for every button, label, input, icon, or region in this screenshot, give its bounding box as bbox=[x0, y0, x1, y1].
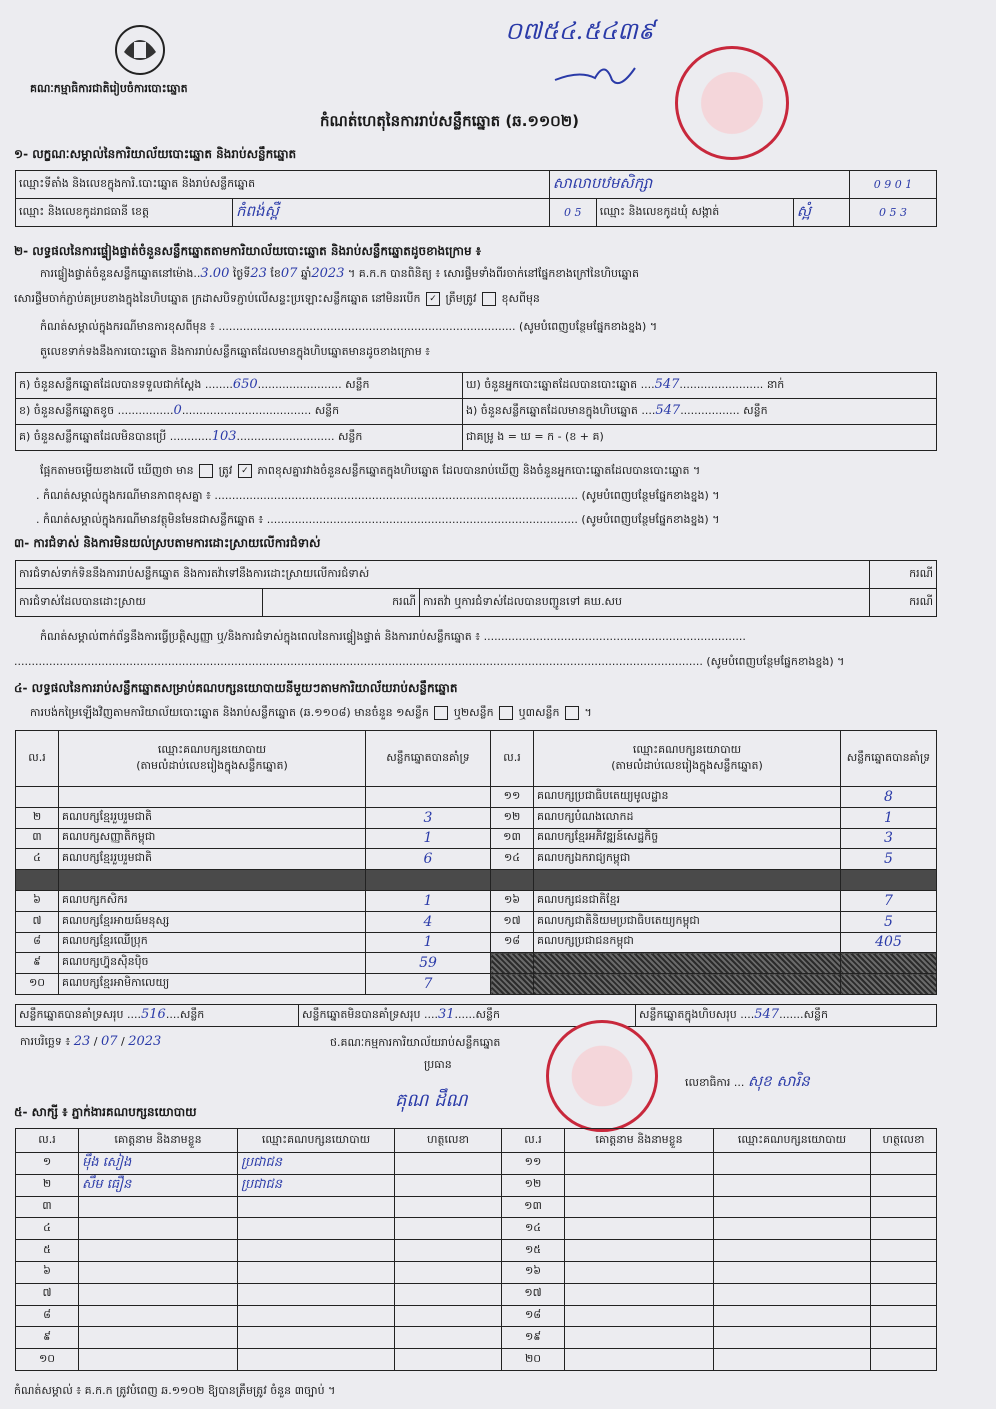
witness-row bbox=[16, 1283, 937, 1305]
object-remark: . កំណត់សម្គាល់ក្នុងករណីមានវត្ថុមិនមែនជាសន្លឹកឆ្នោត ៖ ......................................................................................... (សូមបំពេញបន្ថែមផ្នែកខាងខ្នង) ។ bbox=[36, 513, 720, 526]
party-name bbox=[59, 787, 366, 808]
witness-number: ១៨ bbox=[502, 1305, 565, 1327]
table-row bbox=[16, 807, 937, 828]
sheet-count-line: ការបង់កម្រៃឡើងវិញតាមការិយាល័យបោះឆ្នោត និងរាប់សន្លឹកឆ្នោត (ឆ.១១០៨) មានចំនួន ១សន្លឹក ឬ២សន្លឹក ឬ៣សន្លឹក ។ bbox=[30, 706, 592, 719]
party-name: គណបក្សប្រជាជនកម្ពុជា bbox=[534, 932, 841, 953]
witness-name bbox=[79, 1218, 238, 1240]
witness-number: ១៣ bbox=[502, 1196, 565, 1218]
table-row bbox=[16, 890, 937, 911]
province-value: កំពង់ស្ពឺ bbox=[233, 199, 550, 227]
witness-name bbox=[79, 1327, 238, 1349]
witness-party bbox=[238, 1196, 395, 1218]
witness-party: ប្រជាជន bbox=[238, 1174, 395, 1196]
party-votes bbox=[841, 870, 937, 891]
party-name: គណបក្សខ្មែររួបរួមជាតិ bbox=[59, 807, 366, 828]
witness-name bbox=[565, 1283, 714, 1305]
party-name: គណបក្សជាតិនិយមប្រជាធិបតេយ្យកម្ពុជា bbox=[534, 911, 841, 932]
party-votes: 5 bbox=[841, 849, 937, 870]
witness-name bbox=[79, 1196, 238, 1218]
party-name bbox=[534, 974, 841, 995]
witness-name bbox=[565, 1196, 714, 1218]
witness-name bbox=[79, 1240, 238, 1262]
two-sheet-checkbox[interactable] bbox=[499, 706, 513, 720]
results-table: ល.រ ឈ្មោះគណបក្សនយោបាយ (តាមលំដាប់លេខរៀងក្នុងសន្លឹកឆ្នោត) សន្លឹកឆ្នោតបានគាំទ្រ ល.រ ឈ្មោះគណបក្សនយោបាយ (តាមលំដាប់លេខរៀងក្នុងសន្លឹកឆ្នោត) សន្លឹកឆ្នោតបានគាំទ្រ ១១ គណបក្សប្រជាធិបតេយ្យមូលដ្ឋាន 8 ២ គណបក្សខ្មែររួបរួមជាតិ 3 ១២ គណបក្សបំណងលោកដ 1 ៣ គណបក្សសញ្ញាតិកម្ពុជា 1 ១៣ គណបក្សខ្មែរអភិវឌ្ឍន៍សេដ្ឋកិច្ច 3 ៤ គណបក្សខ្មែររួបរួមជាតិ 6 ១៤ គណបក្សឯករាជ្យកម្ពុជា 5 ៦ គណបក្សកសិករ 1 ១៦ គណបក្សជនជាតិខ្មែរ 7 ៧ គណបក្សខ្មែរអាយធ៍មនុស្ស 4 ១៧ គណបក្សជាតិនិយមប្រជាធិបតេយ្យកម្ពុជា 5 ៨ គណបក្សខ្មែរឈើប្រុក 1 ១៨ គណបក្សប្រជាជនកម្ពុជា 405 ៩ គណបក្សហ្វ៊ុនស៊ិនប៉ិច 59 ១០ គណបក្សខ្មែរអាមិកាលេយ្យ 7 bbox=[15, 730, 937, 995]
ballots-in-box: 547 bbox=[655, 403, 681, 418]
table-row bbox=[16, 849, 937, 870]
witness-number: ៨ bbox=[16, 1305, 79, 1327]
day-value: 23 bbox=[250, 266, 267, 281]
total-in-box: 547 bbox=[754, 1007, 780, 1022]
witness-name: សឹម ធឿន bbox=[79, 1174, 238, 1196]
witness-signature bbox=[871, 1305, 937, 1327]
no-difference-checkbox[interactable]: ✓ bbox=[238, 464, 252, 478]
result-line: ផ្អែកតាមចម្លើយខាងលើ ឃើញថា មាន ត្រូវ ✓ ភាពខុសគ្នារវាងចំនួនសន្លឹកឆ្នោតក្នុងហិបឆ្នោត ដែលបានរាប់ឃើញ និងចំនួនអ្នកបោះឆ្នោតដែលបានបោះឆ្នោត ។ bbox=[40, 464, 701, 477]
total-invalid: 31 bbox=[437, 1007, 455, 1022]
party-number bbox=[491, 953, 534, 974]
witness-name bbox=[565, 1153, 714, 1175]
section5-heading: ៥- សាក្សី ៖ ភ្នាក់ងារគណបក្សនយោបាយ bbox=[14, 1105, 197, 1119]
party-votes bbox=[366, 787, 491, 808]
witness-number: ៩ bbox=[16, 1327, 79, 1349]
party-votes: 7 bbox=[366, 974, 491, 995]
party-votes: 8 bbox=[841, 787, 937, 808]
province-label: ឈ្មោះ និងលេខកូដរាជធានី ខេត្ត bbox=[16, 199, 233, 227]
witness-row bbox=[16, 1153, 937, 1175]
section2-heading: ២- លទ្ធផលនៃការផ្ទៀងផ្ទាត់ចំនួនសន្លឹកឆ្នោតតាមការិយាល័យបោះឆ្នោត និងរាប់សន្លឹកឆ្នោតដូចខាងក្រោម ៖ bbox=[14, 244, 482, 258]
document-reference: ០៧៥៤.៥៤៣៩ bbox=[505, 17, 655, 45]
objection-note-cont: ..................................................................................................................................................................................................... (សូមបំពេញបន្ថែមផ្នែកខាងខ្នង) ។ bbox=[14, 655, 845, 668]
party-votes: 6 bbox=[366, 849, 491, 870]
witness-party bbox=[238, 1261, 395, 1283]
witness-number: ១៧ bbox=[502, 1283, 565, 1305]
party-votes: 1 bbox=[366, 828, 491, 849]
witness-row bbox=[16, 1196, 937, 1218]
one-sheet-checkbox[interactable] bbox=[434, 706, 448, 720]
witness-number: ៥ bbox=[16, 1240, 79, 1262]
witness-number: ៦ bbox=[16, 1261, 79, 1283]
witness-name bbox=[79, 1261, 238, 1283]
party-name: គណបក្សប្រជាធិបតេយ្យមូលដ្ឋាន bbox=[534, 787, 841, 808]
party-number bbox=[491, 870, 534, 891]
party-number: ១៧ bbox=[491, 911, 534, 932]
commune-label: ឈ្មោះ និងលេខកូដឃុំ សង្កាត់ bbox=[596, 199, 793, 227]
witness-signature bbox=[871, 1261, 937, 1283]
witness-name bbox=[79, 1305, 238, 1327]
witness-name bbox=[565, 1305, 714, 1327]
witness-number: ៤ bbox=[16, 1218, 79, 1240]
party-votes bbox=[366, 870, 491, 891]
emblem-icon bbox=[110, 22, 170, 78]
witness-number: ១ bbox=[16, 1153, 79, 1175]
station-value: សាលាបឋមសិក្សា bbox=[549, 171, 849, 199]
witness-row bbox=[16, 1305, 937, 1327]
wrong-checkbox[interactable] bbox=[482, 292, 496, 306]
party-number: ១២ bbox=[491, 807, 534, 828]
witness-signature bbox=[395, 1196, 502, 1218]
witness-number: ១១ bbox=[502, 1153, 565, 1175]
witness-party bbox=[238, 1218, 395, 1240]
party-number: ៩ bbox=[16, 953, 59, 974]
table-row bbox=[16, 974, 937, 995]
witness-name: ម៉ឹង សៀង bbox=[79, 1153, 238, 1175]
party-name: គណបក្សខ្មែរអភិវឌ្ឍន៍សេដ្ឋកិច្ច bbox=[534, 828, 841, 849]
party-name: គណបក្សខ្មែរអាមិកាលេយ្យ bbox=[59, 974, 366, 995]
figures-table: ក) ចំនួនសន្លឹកឆ្នោតដែលបានទទួលជាក់ស្ដែង ........650........................ សន្លឹក ឃ) ចំនួនអ្នកបោះឆ្នោតដែលបានបោះឆ្នោត ....547........................ នាក់ ខ) ចំនួនសន្លឹកឆ្នោតខូច ................0..................................... សន្លឹក ង) ចំនួនសន្លឹកឆ្នោតដែលមានក្នុងហិបឆ្នោត ....547................. សន្លឹក គ) ចំនួនសន្លឹកឆ្នោតដែលមិនបានប្រើ ............103............................ សន្លឹក ជាគម្រូ ង = ឃ = ក - (ខ + គ) bbox=[15, 372, 937, 451]
objection-note: កំណត់សម្គាល់ពាក់ព័ន្ធនឹងការធ្វើប្រត្តិស្សញ្ញា ឬ/និងការជំទាស់ក្នុងពេលនៃការផ្ទៀងផ្ទាត់ និងការរាប់សន្លឹកឆ្នោត ៖ ........................................................................... bbox=[40, 630, 746, 643]
witness-number: ១៤ bbox=[502, 1218, 565, 1240]
table-row bbox=[16, 953, 937, 974]
month-value: 07 bbox=[280, 266, 298, 281]
party-name bbox=[534, 870, 841, 891]
witness-signature bbox=[871, 1349, 937, 1371]
page-title: កំណត់ហេតុនៃការរាប់សន្លឹកឆ្នោត (ឆ.១១០២) bbox=[320, 112, 580, 130]
witness-signature bbox=[395, 1153, 502, 1175]
witness-body bbox=[16, 1153, 937, 1371]
correct-checkbox[interactable]: ✓ bbox=[426, 292, 440, 306]
formula: ជាគម្រូ ង = ឃ = ក - (ខ + គ) bbox=[463, 425, 937, 451]
chair-label: ប្រធាន bbox=[424, 1058, 452, 1071]
witness-party bbox=[714, 1261, 871, 1283]
witness-number: ១៩ bbox=[502, 1327, 565, 1349]
party-number: ៤ bbox=[16, 849, 59, 870]
witness-signature bbox=[871, 1153, 937, 1175]
witness-party bbox=[714, 1349, 871, 1371]
section4-heading: ៤- លទ្ធផលនៃការរាប់សន្លឹកឆ្នោតសម្រាប់គណបក្សនយោបាយនីមួយៗតាមការិយាល័យរាប់សន្លឹកឆ្នោត bbox=[14, 681, 458, 695]
witness-signature bbox=[395, 1305, 502, 1327]
witness-name bbox=[79, 1283, 238, 1305]
seal-check-line: សោរផ្ទឹមចាក់ភ្ជាប់គម្របខាងក្នុងនៃហិបឆ្នោត ក្រដាសបិទភ្ជាប់លើសន្ទះប្រឡោះសន្លឹកឆ្នោត នៅមិនរបើក ✓ ត្រឹមត្រូវ ខុសពីមុន bbox=[14, 292, 540, 305]
table-row bbox=[16, 828, 937, 849]
party-name bbox=[59, 870, 366, 891]
difference-remark: . កំណត់សម្គាល់ក្នុងករណីមានភាពខុសគ្នា ៖ ........................................................................................................ (សូមបំពេញបន្ថែមផ្នែកខាងខ្នង) ។ bbox=[36, 489, 720, 502]
total-valid: 516 bbox=[141, 1007, 166, 1022]
figures-intro: តួលេខទាក់ទងនឹងការបោះឆ្នោត និងការរាប់សន្លឹកឆ្នោតដែលមានក្នុងហិបឆ្នោតមានដូចខាងក្រោម ៖ bbox=[40, 345, 431, 358]
party-name: គណបក្សជនជាតិខ្មែរ bbox=[534, 890, 841, 911]
party-votes: 59 bbox=[366, 953, 491, 974]
witness-signature bbox=[395, 1240, 502, 1262]
objection-row: ការជំទាស់ទាក់ទិននឹងការរាប់សន្លឹកឆ្នោត និងការតវ៉ាទៅនឹងការដោះស្រាយលើការជំទាស់ bbox=[16, 561, 870, 589]
party-number: ៣ bbox=[16, 828, 59, 849]
party-number: ៦ bbox=[16, 890, 59, 911]
station-code: 0 9 0 1 bbox=[850, 171, 937, 199]
witness-number: ២០ bbox=[502, 1349, 565, 1371]
witness-row bbox=[16, 1327, 937, 1349]
received-ballots: 650 bbox=[232, 377, 258, 392]
witness-party bbox=[714, 1305, 871, 1327]
party-number bbox=[16, 870, 59, 891]
party-name: គណបក្សឯករាជ្យកម្ពុជា bbox=[534, 849, 841, 870]
witness-number: ២ bbox=[16, 1174, 79, 1196]
party-votes: 4 bbox=[366, 911, 491, 932]
witness-party bbox=[714, 1218, 871, 1240]
province-code: 0 5 bbox=[549, 199, 596, 227]
witness-party: ប្រជាជន bbox=[238, 1153, 395, 1175]
witness-number: ១២ bbox=[502, 1174, 565, 1196]
witness-party bbox=[714, 1240, 871, 1262]
date-line: ការបរិច្ឆេទ ៖ 23 / 07 / 2023 bbox=[20, 1034, 162, 1049]
witness-signature bbox=[395, 1283, 502, 1305]
section1-heading: ១- លក្ខណៈសម្គាល់នៃការិយាល័យបោះឆ្នោត និងរាប់សន្លឹកឆ្នោត bbox=[14, 147, 297, 161]
witness-signature bbox=[395, 1349, 502, 1371]
witness-party bbox=[714, 1283, 871, 1305]
witness-signature bbox=[871, 1196, 937, 1218]
party-number: ៨ bbox=[16, 932, 59, 953]
witness-party bbox=[238, 1327, 395, 1349]
witness-row bbox=[16, 1261, 937, 1283]
witness-party bbox=[714, 1153, 871, 1175]
witness-row bbox=[16, 1349, 937, 1371]
party-name bbox=[534, 953, 841, 974]
chair-signature: គុណ ដឹណ bbox=[395, 1090, 468, 1111]
witness-row bbox=[16, 1240, 937, 1262]
witness-number: ១៥ bbox=[502, 1240, 565, 1262]
witness-signature bbox=[395, 1327, 502, 1349]
party-number: ៧ bbox=[16, 911, 59, 932]
witness-signature bbox=[395, 1174, 502, 1196]
party-name: គណបក្សហ្វ៊ុនស៊ិនប៉ិច bbox=[59, 953, 366, 974]
party-votes: 1 bbox=[366, 932, 491, 953]
party-name: គណបក្សខ្មែររួបរួមជាតិ bbox=[59, 849, 366, 870]
three-sheet-checkbox[interactable] bbox=[565, 706, 579, 720]
witness-number: ១៦ bbox=[502, 1261, 565, 1283]
party-number bbox=[16, 787, 59, 808]
secretary-line: លេខាធិការ ... សុខ សារិន bbox=[685, 1072, 810, 1090]
secretary-signature: សុខ សារិន bbox=[747, 1072, 810, 1090]
witness-table: ល.រ គោត្តនាម និងនាមខ្លួន ឈ្មោះគណបក្សនយោបាយ ហត្ថលេខា ល.រ គោត្តនាម និងនាមខ្លួន ឈ្មោះគណបក្សនយោបាយ ហត្ថលេខា ១ ម៉ឹង សៀង ប្រជាជន ១១ ២ សឹម ធឿន ប្រជាជន ១២ ៣ ១៣ ៤ ១៤ ៥ ១៥ ៦ ១៦ ៧ ១៧ ៨ ១៨ ៩ ១៩ ១០ ២០ bbox=[15, 1128, 937, 1371]
party-votes: 1 bbox=[366, 890, 491, 911]
party-number bbox=[491, 974, 534, 995]
witness-party bbox=[714, 1196, 871, 1218]
witness-name bbox=[565, 1261, 714, 1283]
witness-party bbox=[714, 1327, 871, 1349]
party-number: ១០ bbox=[16, 974, 59, 995]
witness-name bbox=[565, 1240, 714, 1262]
party-name: គណបក្សខ្មែរឈើប្រុក bbox=[59, 932, 366, 953]
party-votes: 405 bbox=[841, 932, 937, 953]
party-votes: 3 bbox=[366, 807, 491, 828]
official-seal bbox=[675, 46, 789, 160]
totals-table: សន្លឹកឆ្នោតបានគាំទ្រសរុប ....516....សន្លឹក សន្លឹកឆ្នោតមិនបានគាំទ្រសរុប ....31......សន្លឹក សន្លឹកឆ្នោតក្នុងហិបសរុប ....547.......សន្លឹក bbox=[15, 1004, 937, 1027]
table-row bbox=[16, 911, 937, 932]
witness-signature bbox=[871, 1283, 937, 1305]
committee-label: ថ.គណៈកម្មការការិយាល័យរាប់សន្លឹកឆ្នោត bbox=[330, 1036, 501, 1049]
witness-party bbox=[238, 1305, 395, 1327]
party-name: គណបក្សខ្មែរអាយធ៍មនុស្ស bbox=[59, 911, 366, 932]
witness-number: ១០ bbox=[16, 1349, 79, 1371]
party-name: គណបក្សបំណងលោកដ bbox=[534, 807, 841, 828]
witness-name bbox=[79, 1349, 238, 1371]
voters-count: 547 bbox=[654, 377, 680, 392]
table-row bbox=[16, 787, 937, 808]
witness-name bbox=[565, 1349, 714, 1371]
party-number: ១៦ bbox=[491, 890, 534, 911]
witness-party bbox=[714, 1174, 871, 1196]
witness-signature bbox=[395, 1261, 502, 1283]
party-number: ១៣ bbox=[491, 828, 534, 849]
signature-top bbox=[550, 50, 640, 90]
spoiled-ballots: 0 bbox=[173, 403, 182, 418]
party-number: ២ bbox=[16, 807, 59, 828]
witness-signature bbox=[395, 1218, 502, 1240]
witness-signature bbox=[871, 1240, 937, 1262]
time-value: 3.00 bbox=[200, 266, 230, 281]
party-votes bbox=[841, 974, 937, 995]
difference-note: កំណត់សម្គាល់ក្នុងករណីមានការខុសពីមុន ៖ ..................................................................................... (សូមបំពេញបន្ថែមផ្នែកខាងខ្នង) ។ bbox=[40, 320, 658, 333]
witness-signature bbox=[871, 1174, 937, 1196]
results-body bbox=[16, 787, 937, 995]
party-votes: 3 bbox=[841, 828, 937, 849]
commune-value: ស្អំ bbox=[793, 199, 849, 227]
witness-party bbox=[238, 1283, 395, 1305]
party-votes bbox=[841, 953, 937, 974]
identification-table bbox=[15, 170, 937, 227]
witness-signature bbox=[871, 1327, 937, 1349]
witness-name bbox=[565, 1218, 714, 1240]
party-number: ១៨ bbox=[491, 932, 534, 953]
witness-party bbox=[238, 1240, 395, 1262]
station-label: ឈ្មោះទីតាំង និងលេខក្នុងការិ.បោះឆ្នោត និងរាប់សន្លឹកឆ្នោត bbox=[16, 171, 550, 199]
witness-row bbox=[16, 1174, 937, 1196]
party-name: គណបក្សកសិករ bbox=[59, 890, 366, 911]
table-row bbox=[16, 870, 937, 891]
committee-seal bbox=[546, 1020, 658, 1132]
objections-table: ការជំទាស់ទាក់ទិននឹងការរាប់សន្លឹកឆ្នោត និងការតវ៉ាទៅនឹងការដោះស្រាយលើការជំទាស់ ករណី ការជំទាស់ដែលបានដោះស្រាយ ករណី ការតវ៉ា ឬការជំទាស់ដែលបានបញ្ជូនទៅ គឃ.សប ករណី bbox=[15, 560, 937, 617]
section3-heading: ៣- ការជំទាស់ និងការមិនយល់ស្របតាមការដោះស្រាយលើការជំទាស់ bbox=[14, 536, 321, 550]
witness-party bbox=[238, 1349, 395, 1371]
party-number: ១៤ bbox=[491, 849, 534, 870]
witness-name bbox=[565, 1174, 714, 1196]
committee-name: គណៈកម្មាធិការជាតិរៀបចំការបោះឆ្នោត bbox=[30, 82, 188, 95]
witness-number: ៣ bbox=[16, 1196, 79, 1218]
party-name: គណបក្សសញ្ញាតិកម្ពុជា bbox=[59, 828, 366, 849]
party-votes: 7 bbox=[841, 890, 937, 911]
footer-note: កំណត់សម្គាល់ ៖ គ.ក.ក ត្រូវបំពេញ ឆ.១១០២ ឱ្យបានត្រឹមត្រូវ ចំនួន ៣ច្បាប់ ។ bbox=[14, 1384, 336, 1397]
witness-row bbox=[16, 1218, 937, 1240]
unused-ballots: 103 bbox=[211, 429, 237, 444]
witness-name bbox=[565, 1327, 714, 1349]
year-value: 2023 bbox=[311, 266, 345, 281]
table-row bbox=[16, 932, 937, 953]
party-votes: 1 bbox=[841, 807, 937, 828]
commune-code: 0 5 3 bbox=[850, 199, 937, 227]
witness-signature bbox=[871, 1218, 937, 1240]
verification-line: ការផ្ទៀងផ្ទាត់ចំនួនសន្លឹកឆ្នោតនៅម៉ោង..3.00 ថ្ងៃទី23 ខែ07 ឆ្នាំ2023 ។ គ.ក.ក បានពិនិត្យ ៖ សោរផ្ទឹមទាំងពីរចាក់នៅផ្នែកខាងក្រៅនៃហិបឆ្នោត bbox=[40, 266, 639, 281]
party-votes: 5 bbox=[841, 911, 937, 932]
witness-number: ៧ bbox=[16, 1283, 79, 1305]
has-difference-checkbox[interactable] bbox=[199, 464, 213, 478]
party-number: ១១ bbox=[491, 787, 534, 808]
